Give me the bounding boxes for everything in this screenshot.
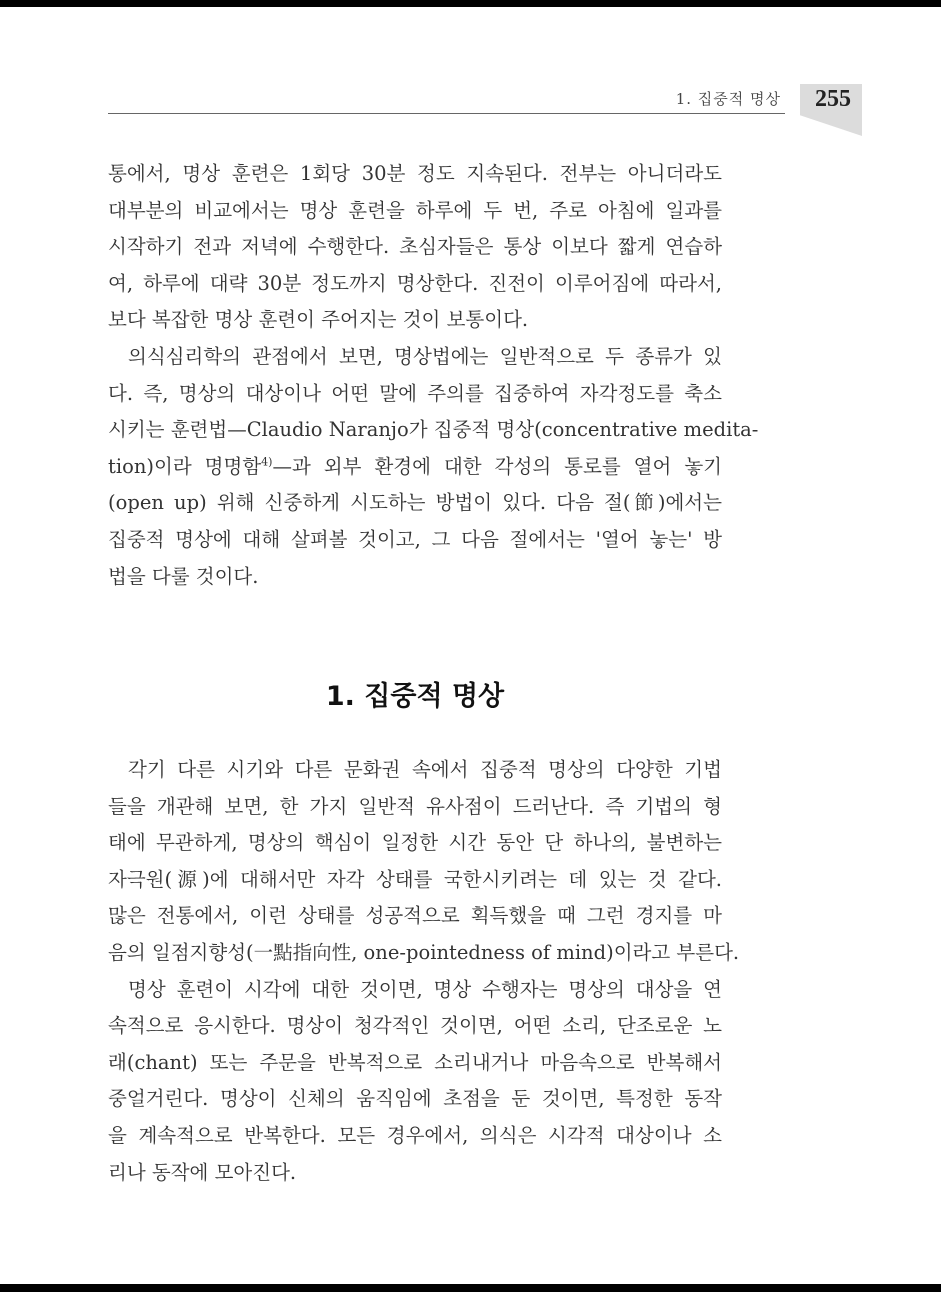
text-line: 각기 다른 시기와 다른 문화권 속에서 집중적 명상의 다양한 기법 [128, 758, 722, 781]
running-head: 1. 집중적 명상 [675, 90, 781, 108]
text-line: (open up) 위해 신중하게 시도하는 방법이 있다. 다음 절(節)에서는 [108, 491, 722, 515]
bottom-border-bar [0, 1284, 941, 1292]
footnote-mark: 4) [261, 455, 273, 469]
text-line: 속적으로 응시한다. 명상이 청각적인 것이면, 어떤 소리, 단조로운 노 [108, 1014, 722, 1038]
text-line: 대부분의 비교에서는 명상 훈련을 하루에 두 번, 주로 아침에 일과를 [108, 198, 722, 222]
text-line: 태에 무관하게, 명상의 핵심이 일정한 시간 동안 단 하나의, 불변하는 [108, 831, 722, 855]
text-line: 을 계속적으로 반복한다. 모든 경우에서, 의식은 시각적 대상이나 소 [108, 1123, 722, 1147]
text-line: 의식심리학의 관점에서 보면, 명상법에는 일반적으로 두 종류가 있 [128, 344, 722, 368]
text-line: 보다 복잡한 명상 훈련이 주어지는 것이 보통이다. [108, 308, 529, 332]
text-line: 많은 전통에서, 이런 상태를 성공적으로 획득했을 때 그런 경지를 마 [108, 904, 722, 928]
text-line: 중얼거린다. 명상이 신체의 움직임에 초점을 둔 것이면, 특정한 동작 [108, 1087, 722, 1111]
section-paragraph-2 [108, 972, 722, 1192]
text-line: 시작하기 전과 저녁에 수행한다. 초심자들은 통상 이보다 짧게 연습하 [108, 235, 722, 259]
text-line: 음의 일점지향성(一點指向性, one-pointedness of mind)이라고 부른다. [108, 940, 740, 964]
text-line: 들을 개관해 보면, 한 가지 일반적 유사점이 드러난다. 즉 기법의 형 [108, 794, 722, 818]
text-line: 여, 하루에 대략 30분 정도까지 명상한다. 진전이 이루어짐에 따라서, [108, 271, 722, 295]
text-line: 법을 다룰 것이다. [108, 564, 259, 588]
text-line: 명상 훈련이 시각에 대한 것이면, 명상 수행자는 명상의 대상을 연 [128, 977, 722, 1001]
page-number: 255 [815, 86, 851, 112]
text-line: 통에서, 명상 훈련은 1회당 30분 정도 지속된다. 전부는 아니더라도 [108, 162, 722, 185]
text-line: 집중적 명상에 대해 살펴볼 것이고, 그 다음 절에서는 '열어 놓는' 방 [108, 527, 722, 551]
top-border-bar [0, 0, 941, 7]
intro-paragraph-2 [108, 339, 759, 595]
text-segment: —과 외부 환경에 대한 각성의 통로를 열어 놓기 [272, 454, 722, 478]
text-line: 리나 동작에 모아진다. [108, 1160, 297, 1184]
text-segment: tion)이라 명명함 [108, 454, 262, 478]
intro-text [108, 156, 759, 595]
section-title: 1. 집중적 명상 [325, 681, 505, 712]
section-paragraph-1 [108, 752, 740, 972]
text-line: 래(chant) 또는 주문을 반복적으로 소리내거나 마음속으로 반복해서 [108, 1050, 722, 1074]
text-line: 다. 즉, 명상의 대상이나 어떤 말에 주의를 집중하여 자각정도를 축소 [108, 381, 722, 405]
header-rule [108, 113, 785, 114]
text-line: 시키는 훈련법—Claudio Naranjo가 집중적 명상(concentrative medita- [108, 418, 759, 442]
text-line [108, 449, 722, 486]
intro-paragraph-1 [108, 156, 722, 339]
section-text [108, 752, 740, 1191]
text-line: 자극원(源)에 대해서만 자각 상태를 국한시키려는 데 있는 것 같다. [108, 867, 722, 891]
